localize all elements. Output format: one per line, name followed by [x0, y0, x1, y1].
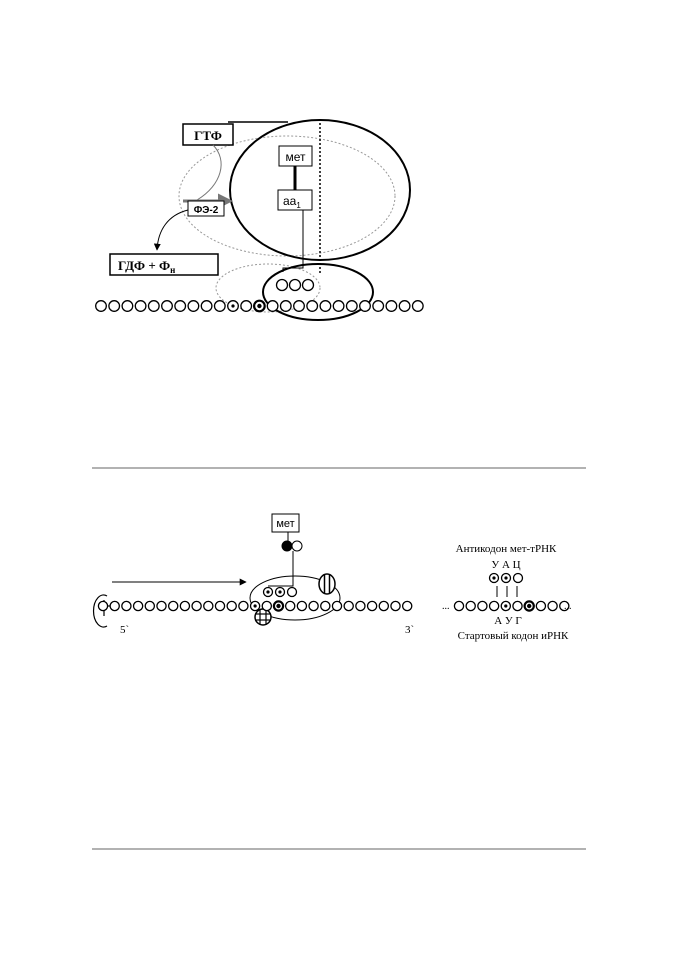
mrna-nucleotide	[262, 601, 271, 610]
anticodon-nucleotide	[277, 280, 288, 291]
anticodon-nucleotide	[290, 280, 301, 291]
mrna-nucleotide	[478, 601, 487, 610]
nucleotide-dot	[276, 604, 280, 608]
mrna-nucleotide	[162, 301, 173, 312]
met-white-nucleotide	[292, 541, 302, 551]
mrna-nucleotide	[548, 601, 557, 610]
mrna-nucleotide	[169, 601, 178, 610]
mrna-nucleotide	[454, 601, 463, 610]
mrna-nucleotide	[391, 601, 400, 610]
mrna-nucleotide	[157, 601, 166, 610]
start-codon-caption: Стартовый кодон иРНК	[457, 630, 569, 642]
trna-stem	[283, 210, 303, 272]
mrna-nucleotide	[239, 601, 248, 610]
mrna-nucleotide	[180, 601, 189, 610]
gdp-label: ГДФ + $Ф_н$	[118, 258, 176, 275]
mrna-nucleotide	[204, 601, 213, 610]
met-label: мет	[276, 518, 295, 530]
codon-letters: А У Г	[494, 615, 522, 627]
mrna-nucleotide	[145, 601, 154, 610]
nucleotide-dot	[231, 304, 234, 307]
mrna-nucleotide	[96, 301, 107, 312]
nucleotide-dot	[257, 304, 261, 308]
initiation-diagram	[94, 514, 572, 642]
nucleotide-dot	[254, 604, 257, 607]
mrna-nucleotide	[356, 601, 365, 610]
mrna-nucleotide	[109, 301, 120, 312]
mrna-nucleotide	[281, 301, 292, 312]
mrna-nucleotide	[122, 601, 131, 610]
mrna-nucleotide	[332, 601, 341, 610]
mrna-nucleotide	[307, 301, 318, 312]
mrna-nucleotide	[373, 301, 384, 312]
mrna-nucleotide	[267, 301, 278, 312]
mrna-nucleotide	[386, 301, 397, 312]
mrna-nucleotide	[227, 601, 236, 610]
aa1-label: $аа_1$	[283, 194, 301, 210]
mrna-nucleotide	[215, 301, 226, 312]
mrna-nucleotide	[360, 301, 371, 312]
fig2-mrna-strand	[98, 601, 411, 610]
mrna-nucleotide	[110, 601, 119, 610]
mrna-nucleotide	[413, 301, 424, 312]
small-ribosomal-subunit	[263, 264, 373, 320]
mrna-nucleotide	[175, 301, 186, 312]
mrna-nucleotide	[294, 301, 305, 312]
anticodon-title: Антикодон мет-тРНК	[455, 543, 557, 555]
mrna-nucleotide	[134, 601, 143, 610]
mrna-nucleotide	[149, 301, 160, 312]
mrna-nucleotide	[309, 601, 318, 610]
nucleotide-dot	[504, 604, 507, 607]
mrna-nucleotide	[321, 601, 330, 610]
fig1-anticodon	[277, 280, 314, 291]
mrna-nucleotide	[188, 301, 199, 312]
five-prime-label: 5`	[120, 624, 130, 636]
ef2-to-gdp-arrow	[157, 210, 188, 250]
mrna-nucleotide	[297, 601, 306, 610]
met-black-nucleotide	[282, 541, 292, 551]
inset-codon-strand	[454, 601, 569, 610]
mrna-nucleotide	[347, 301, 358, 312]
mrna-nucleotide	[215, 601, 224, 610]
mrna-nucleotide	[344, 601, 353, 610]
gtp-to-ef2-curve	[197, 145, 221, 200]
mrna-nucleotide	[192, 601, 201, 610]
mrna-nucleotide	[201, 301, 212, 312]
ef2-label: ФЭ-2	[193, 205, 219, 216]
initiation-factor-1	[319, 574, 335, 594]
mrna-nucleotide	[466, 601, 475, 610]
mrna-nucleotide	[536, 601, 545, 610]
met-label: мет	[285, 150, 306, 164]
mrna-nucleotide	[490, 601, 499, 610]
mrna-nucleotide	[98, 601, 107, 610]
mrna-nucleotide	[135, 301, 146, 312]
mrna-nucleotide	[368, 601, 377, 610]
mrna-nucleotide	[399, 301, 410, 312]
ribosome-elongation-diagram	[96, 120, 423, 320]
ellipsis-left: ...	[442, 601, 450, 612]
mrna-nucleotide	[379, 601, 388, 610]
mrna-nucleotide	[286, 601, 295, 610]
fig1-mrna-strand	[96, 301, 423, 312]
mrna-nucleotide	[122, 301, 133, 312]
mrna-nucleotide	[320, 301, 331, 312]
gtp-label: ГТФ	[194, 128, 222, 143]
fig2-anticodon	[264, 588, 297, 597]
mrna-nucleotide	[403, 601, 412, 610]
codon-anticodon-inset	[442, 543, 572, 642]
anticodon-nucleotide	[303, 280, 314, 291]
ellipsis-right: ...	[564, 601, 572, 612]
anticodon-letters: У А Ц	[491, 559, 521, 571]
three-prime-label: 3`	[405, 624, 415, 636]
nucleotide-dot	[527, 604, 531, 608]
mrna-nucleotide	[333, 301, 344, 312]
mrna-nucleotide	[513, 601, 522, 610]
trna-stem	[268, 551, 293, 586]
initiation-factor-2	[255, 609, 271, 625]
mrna-nucleotide	[241, 301, 252, 312]
